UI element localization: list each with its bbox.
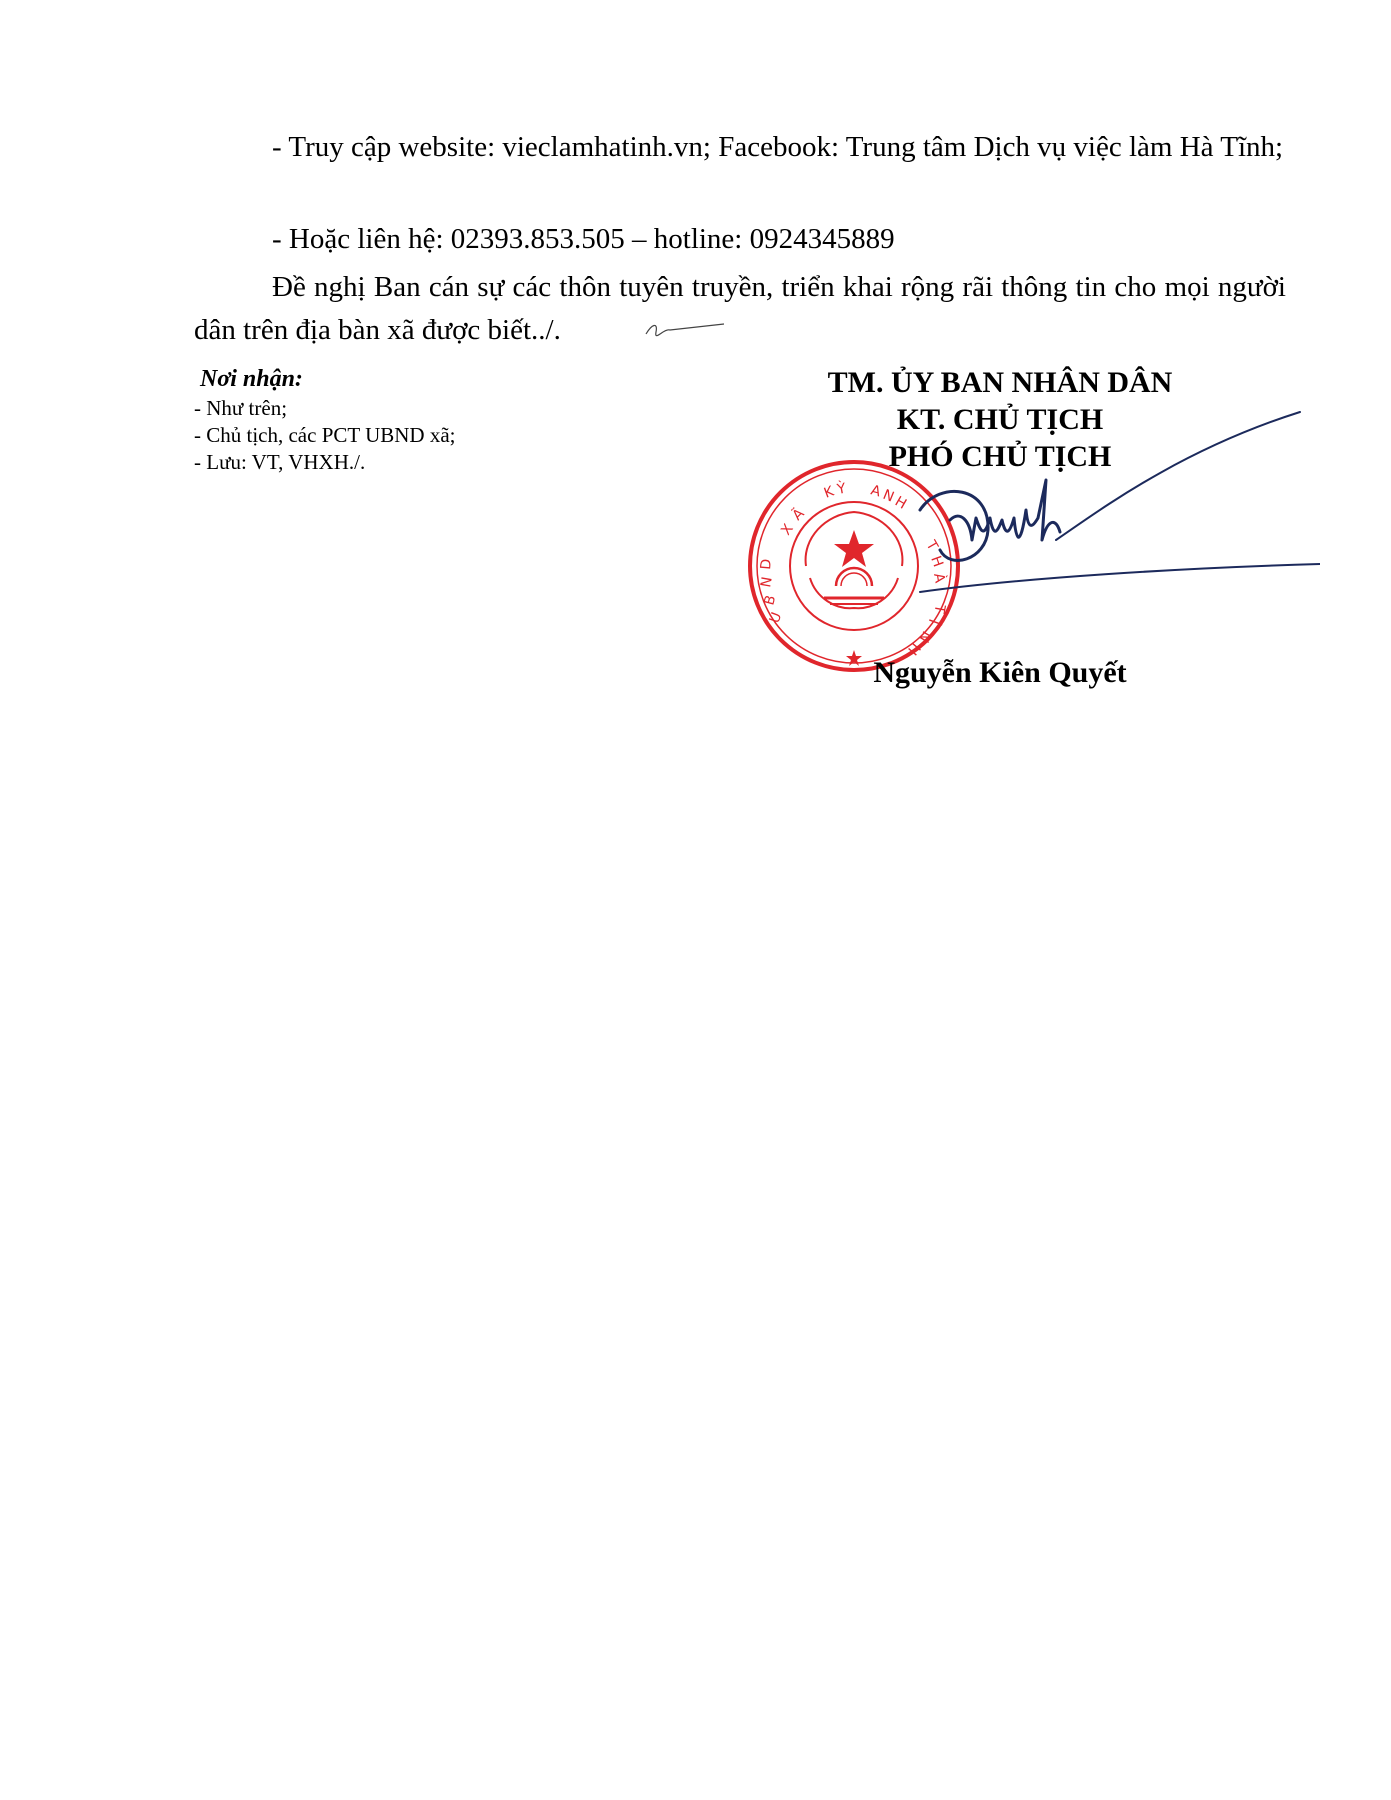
svg-text:X: X <box>778 521 797 539</box>
svg-text:Ỳ: Ỳ <box>835 480 848 498</box>
svg-text:K: K <box>821 483 837 502</box>
recipients-title: Nơi nhận: <box>200 366 303 392</box>
svg-text:N: N <box>915 628 935 646</box>
paragraph-website: - Truy cập website: vieclamhatinh.vn; Facebook: Trung tâm Dịch vụ việc làm Hà Tĩnh; <box>272 131 1284 163</box>
paragraph-request: Đề nghị Ban cán sự các thôn tuyên truyền, triển khai rộng rãi thông tin cho mọi người dân trên địa bàn xã được biết../. <box>194 271 1286 346</box>
signer-name: Nguyễn Kiên Quyết <box>873 656 1127 689</box>
svg-text:D: D <box>758 558 775 571</box>
recipient-item: - Như trên; <box>194 396 288 420</box>
svg-text:B: B <box>761 593 780 608</box>
svg-text:H: H <box>927 553 946 570</box>
signature-line-3: PHÓ CHỦ TỊCH <box>888 440 1112 473</box>
recipients-block <box>194 366 456 476</box>
signature-line-2: KT. CHỦ TỊCH <box>896 403 1104 436</box>
svg-text:T: T <box>922 538 941 554</box>
svg-text:A: A <box>868 482 883 501</box>
svg-text:H: H <box>892 493 910 513</box>
svg-text:H: H <box>904 639 924 658</box>
recipient-item: - Lưu: VT, VHXH./. <box>194 450 366 474</box>
paragraph-contact: - Hoặc liên hệ: 02393.853.505 – hotline: 0924345889 <box>272 223 895 255</box>
handwritten-signature <box>880 400 1320 620</box>
recipient-item: - Chủ tịch, các PCT UBND xã; <box>194 423 456 447</box>
svg-text:Ỉ: Ỉ <box>924 616 942 626</box>
svg-text:N: N <box>758 575 776 589</box>
svg-text:T: T <box>930 603 948 615</box>
svg-text:U: U <box>766 610 786 626</box>
initials-signature <box>644 318 726 342</box>
svg-text:Ã: Ã <box>789 505 808 524</box>
svg-text:N: N <box>880 486 897 506</box>
svg-text:À: À <box>930 571 948 585</box>
signature-line-1: TM. ỦY BAN NHÂN DÂN <box>827 366 1173 399</box>
